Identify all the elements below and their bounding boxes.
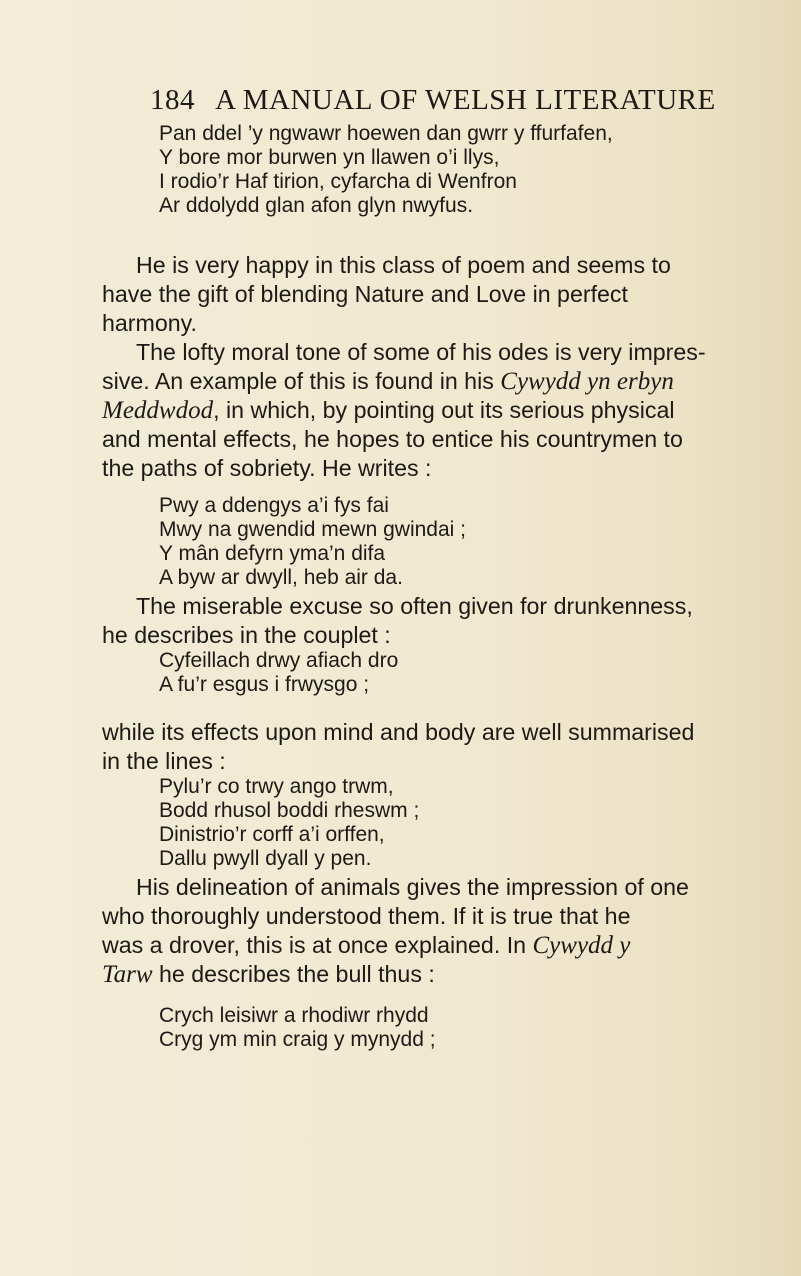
verse-line: I rodio’r Haf tirion, cyfarcha di Wenfron	[159, 170, 517, 193]
poem-title: Cywydd y	[532, 932, 631, 959]
verse-line: Pylu’r co trwy ango trwm,	[159, 775, 394, 798]
prose-line: while its effects upon mind and body are well summarised	[102, 719, 695, 745]
prose-text: sive. An example of this is found in his	[102, 368, 501, 394]
prose-line: His delineation of animals gives the impression of one	[136, 874, 689, 900]
prose-line	[102, 960, 762, 989]
prose-line: who thoroughly understood them. If it is true that he	[102, 903, 631, 929]
prose-line: The miserable excuse so often given for drunkenness,	[136, 593, 693, 619]
prose-text: , in which, by pointing out its serious physical	[213, 397, 675, 423]
verse-block-1	[159, 122, 613, 218]
prose-line: and mental effects, he hopes to entice his countrymen to	[102, 426, 683, 452]
prose-line	[102, 396, 762, 425]
verse-block-4	[159, 775, 419, 871]
paragraph-4	[102, 718, 762, 776]
verse-line: Mwy na gwendid mewn gwindai ;	[159, 518, 466, 541]
paragraph-1	[102, 251, 762, 338]
running-title: A MANUAL OF WELSH LITERATURE	[215, 84, 716, 116]
prose-text: was a drover, this is at once explained. In	[102, 932, 533, 958]
verse-line: A fu’r esgus i frwysgo ;	[159, 673, 370, 696]
paragraph-3	[102, 592, 762, 650]
page-number: 184	[150, 84, 195, 116]
verse-line: Dallu pwyll dyall y pen.	[159, 847, 372, 870]
paragraph-5	[102, 873, 762, 989]
verse-line: Bodd rhusol boddi rheswm ;	[159, 799, 420, 822]
prose-line: he describes in the couplet :	[102, 622, 391, 648]
verse-block-3	[159, 649, 398, 697]
prose-line: the paths of sobriety. He writes :	[102, 455, 432, 481]
verse-line: Pwy a ddengys a’i fys fai	[159, 494, 389, 517]
verse-block-5	[159, 1004, 436, 1052]
prose-line: harmony.	[102, 310, 197, 336]
prose-line: The lofty moral tone of some of his odes is very impres-	[136, 339, 706, 365]
poem-title: Meddwdod	[102, 397, 214, 424]
prose-line: in the lines :	[102, 748, 226, 774]
verse-line: Cryg ym min craig y mynydd ;	[159, 1028, 436, 1051]
verse-line: Crych leisiwr a rhodiwr rhydd	[159, 1004, 429, 1027]
poem-title: Tarw	[102, 961, 153, 988]
verse-line: Ar ddolydd glan afon glyn nwyfus.	[159, 194, 474, 217]
prose-line: He is very happy in this class of poem and seems to	[136, 252, 671, 278]
verse-line: Y bore mor burwen yn llawen o’i llys,	[159, 146, 500, 169]
verse-line: Y mân defyrn yma’n difa	[159, 542, 386, 565]
page-header	[150, 84, 730, 117]
paragraph-2	[102, 338, 762, 483]
verse-line: A byw ar dwyll, heb air da.	[159, 566, 403, 589]
verse-line: Dinistrio’r corff a’i orffen,	[159, 823, 385, 846]
poem-title: Cywydd yn erbyn	[500, 368, 674, 395]
prose-text: he describes the bull thus :	[152, 961, 435, 987]
verse-block-2	[159, 494, 466, 590]
verse-line: Pan ddel ’y ngwawr hoewen dan gwrr y ffurfafen,	[159, 122, 613, 145]
verse-line: Cyfeillach drwy afiach dro	[159, 649, 399, 672]
prose-line	[102, 367, 762, 396]
prose-line	[102, 931, 762, 960]
prose-line: have the gift of blending Nature and Love in perfect	[102, 281, 628, 307]
